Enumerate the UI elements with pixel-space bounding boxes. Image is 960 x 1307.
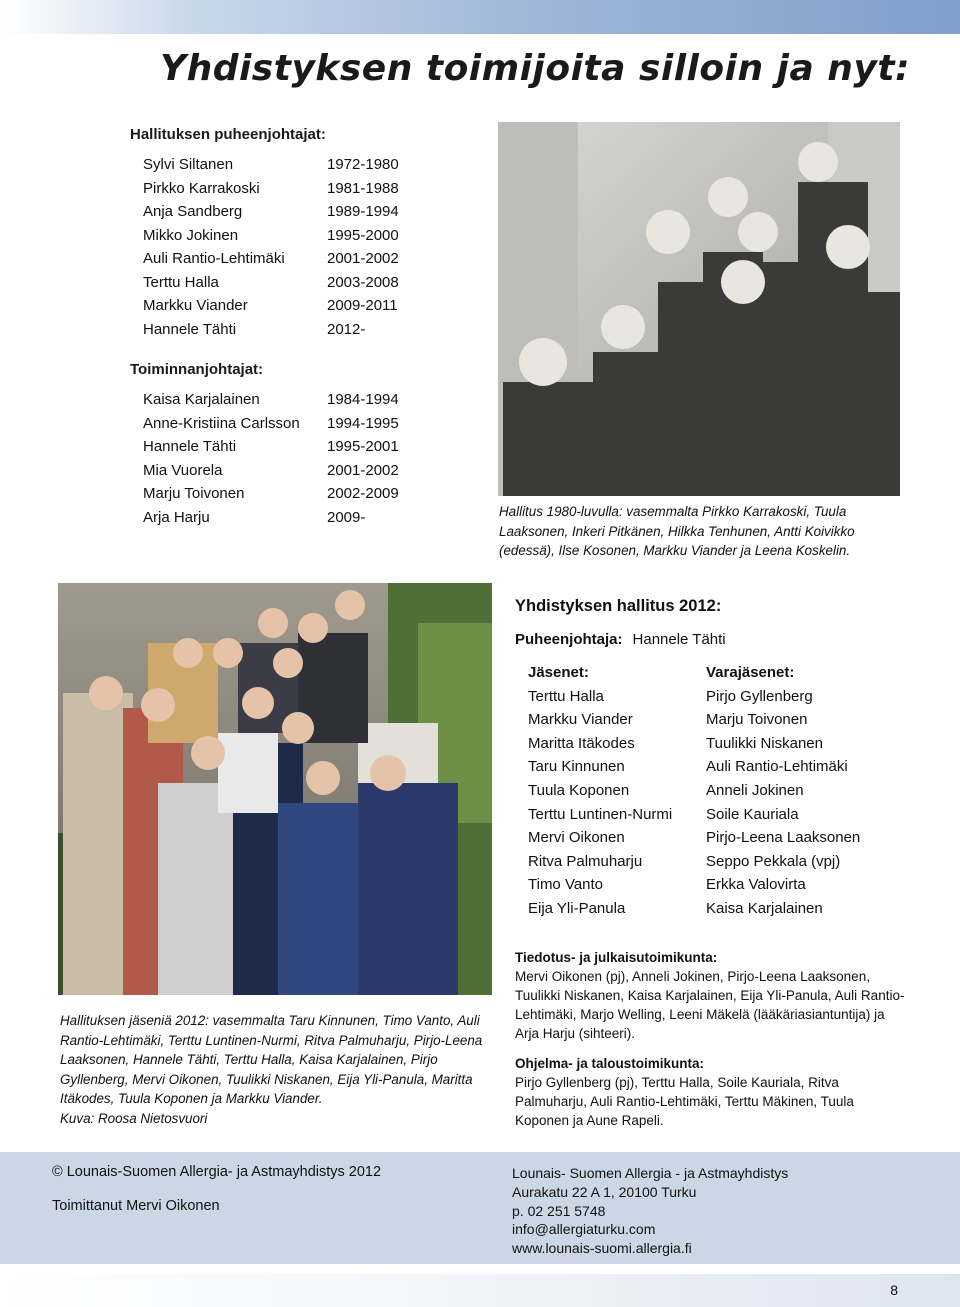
info-committee: [515, 948, 910, 1043]
info-committee-text: Mervi Oikonen (pj), Anneli Jokinen, Pirjo-Leena Laaksonen, Tuulikki Niskanen, Kaisa Karjalainen, Eija Yli-Panula, Auli Rantio-Lehtimäki, Marjo Welling, Leeni Mäkelä (lääkäriasiantuntija) ja Arja Harju (sihteeri).: [515, 969, 905, 1041]
directors-row: [143, 388, 399, 412]
chairs-name: Sylvi Siltanen: [143, 156, 234, 173]
bottom-decorative-strip: [0, 1274, 960, 1307]
chairs-row: [143, 200, 399, 224]
deputies-heading: Varajäsenet:: [706, 664, 795, 681]
board-1980s-caption: Hallitus 1980-luvulla: vasemmalta Pirkko Karrakoski, Tuula Laaksonen, Inkeri Pitkänen, Hilkka Tenhunen, Antti Koivikko (edessä), Ilse Kosonen, Markku Viander ja Leena Koskelin.: [499, 504, 855, 558]
footer-address-line: Aurakatu 22 A 1, 20100 Turku: [512, 1183, 697, 1200]
directors-name: Arja Harju: [143, 508, 210, 526]
chairs-row: [143, 318, 399, 342]
footer-copyright: © Lounais-Suomen Allergia- ja Astmayhdistys 2012: [52, 1164, 382, 1180]
footer: [0, 1152, 960, 1264]
chairs-years: 1989-1994: [327, 203, 399, 220]
finance-committee-text: Pirjo Gyllenberg (pj), Terttu Halla, Soile Kauriala, Ritva Palmuharju, Auli Rantio-Lehtimäki, Terttu Mäkinen, Tuula Koponen ja Aune Rapeli.: [515, 1075, 854, 1128]
directors-years: 1995-2001: [327, 438, 399, 455]
page-title: Yhdistyksen toimijoita silloin ja nyt:: [160, 48, 910, 89]
directors-list: [143, 388, 399, 529]
board-deputy: Auli Rantio-Lehtimäki: [706, 758, 848, 776]
chairs-name: Markku Viander: [143, 297, 248, 314]
footer-address-line: info@allergiaturku.com: [512, 1221, 656, 1238]
board-member: Terttu Halla: [528, 687, 604, 705]
chairs-name: Pirkko Karrakoski: [143, 179, 260, 197]
chairs-name: Terttu Halla: [143, 273, 219, 291]
board-1980s-photo: [498, 122, 900, 496]
board-deputy: Seppo Pekkala (vpj): [706, 852, 841, 870]
directors-row: [143, 412, 399, 436]
board-2012-caption: [60, 1011, 495, 1128]
board-deputy: Pirjo-Leena Laaksonen: [706, 829, 861, 847]
directors-name: Hannele Tähti: [143, 438, 237, 455]
footer-address-line: p. 02 251 5748: [512, 1202, 606, 1219]
chair-name: Hannele Tähti: [632, 631, 726, 648]
board-2012-photo: [58, 583, 492, 995]
chairs-years: 2009-2011: [327, 297, 398, 314]
board-2012-caption-text: Hallituksen jäseniä 2012: vasemmalta Taru Kinnunen, Timo Vanto, Auli Rantio-Lehtimäki, Terttu Luntinen-Nurmi, Ritva Palmuharju, Pirjo-Leena Laaksonen, Hannele Tähti, Terttu Halla, Kaisa Karjalainen, Pirjo Gyllenberg, Mervi Oikonen, Tuulikki Niskanen, Eija Yli-Panula, Maritta Itäkodes, Tuula Koponen ja Markku Viander.: [60, 1013, 483, 1106]
board-2012-chair: [515, 631, 726, 648]
board-member: Markku Viander: [528, 711, 633, 729]
footer-address-line: www.lounais-suomi.allergia.fi: [512, 1240, 692, 1257]
chairs-years: 2001-2002: [327, 250, 399, 267]
directors-row: [143, 482, 399, 506]
board-deputy: Marju Toivonen: [706, 711, 808, 729]
chairs-years: 1981-1988: [327, 179, 399, 197]
chairs-row: [143, 224, 399, 248]
board-deputy: Anneli Jokinen: [706, 781, 804, 799]
directors-years: 2002-2009: [327, 485, 399, 502]
footer-address-line: Lounais- Suomen Allergia - ja Astmayhdistys: [512, 1165, 789, 1181]
board-member: Maritta Itäkodes: [528, 734, 635, 752]
info-committee-heading: Tiedotus- ja julkaisutoimikunta:: [515, 950, 718, 965]
footer-editor: Toimittanut Mervi Oikonen: [52, 1198, 220, 1214]
directors-heading: Toiminnanjohtajat:: [130, 361, 264, 378]
footer-address: [512, 1164, 788, 1258]
directors-name: Anne-Kristiina Carlsson: [143, 414, 300, 432]
board-deputy: Tuulikki Niskanen: [706, 734, 823, 752]
board-member: Ritva Palmuharju: [528, 852, 643, 870]
members-column: [528, 661, 672, 921]
directors-years: 2009-: [327, 508, 366, 526]
directors-row: [143, 435, 399, 459]
chairs-name: Mikko Jokinen: [143, 226, 239, 244]
chairs-row: [143, 271, 399, 295]
board-member: Taru Kinnunen: [528, 758, 625, 776]
directors-name: Kaisa Karjalainen: [143, 391, 260, 408]
board-member: Terttu Luntinen-Nurmi: [528, 805, 673, 823]
directors-years: 2001-2002: [327, 461, 399, 479]
directors-name: Mia Vuorela: [143, 461, 223, 479]
chairs-name: Auli Rantio-Lehtimäki: [143, 250, 285, 267]
board-member: Mervi Oikonen: [528, 829, 625, 847]
board-member: Eija Yli-Panula: [528, 899, 626, 917]
board-member: Timo Vanto: [528, 876, 604, 894]
directors-years: 1984-1994: [327, 391, 399, 408]
directors-years: 1994-1995: [327, 414, 399, 432]
board-deputy: Soile Kauriala: [706, 805, 799, 823]
chairs-years: 1972-1980: [327, 156, 399, 173]
directors-name: Marju Toivonen: [143, 485, 245, 502]
chairs-row: [143, 153, 399, 177]
chairs-name: Anja Sandberg: [143, 203, 243, 220]
chairs-list: [143, 153, 399, 341]
board-deputy: Erkka Valovirta: [706, 876, 806, 894]
chairs-years: 2003-2008: [327, 273, 399, 291]
members-heading: Jäsenet:: [528, 664, 589, 681]
chairs-row: [143, 177, 399, 201]
chairs-heading: Hallituksen puheenjohtajat:: [130, 126, 326, 143]
finance-committee: [515, 1054, 910, 1130]
board-2012-title: Yhdistyksen hallitus 2012:: [515, 597, 722, 615]
chairs-row: [143, 294, 399, 318]
directors-row: [143, 506, 399, 530]
chairs-years: 2012-: [327, 320, 366, 338]
board-deputy: Pirjo Gyllenberg: [706, 687, 813, 705]
board-member: Tuula Koponen: [528, 781, 630, 799]
chairs-name: Hannele Tähti: [143, 320, 237, 338]
board-deputy: Kaisa Karjalainen: [706, 899, 823, 917]
finance-committee-heading: Ohjelma- ja taloustoimikunta:: [515, 1056, 705, 1071]
top-decorative-bar: [0, 0, 960, 34]
directors-row: [143, 459, 399, 483]
deputies-column: [706, 661, 860, 921]
page-number: 8: [890, 1282, 898, 1298]
chairs-row: [143, 247, 399, 271]
chair-label: Puheenjohtaja:: [515, 631, 623, 648]
chairs-years: 1995-2000: [327, 226, 399, 244]
photo-credit: Kuva: Roosa Nietosvuori: [60, 1110, 208, 1126]
